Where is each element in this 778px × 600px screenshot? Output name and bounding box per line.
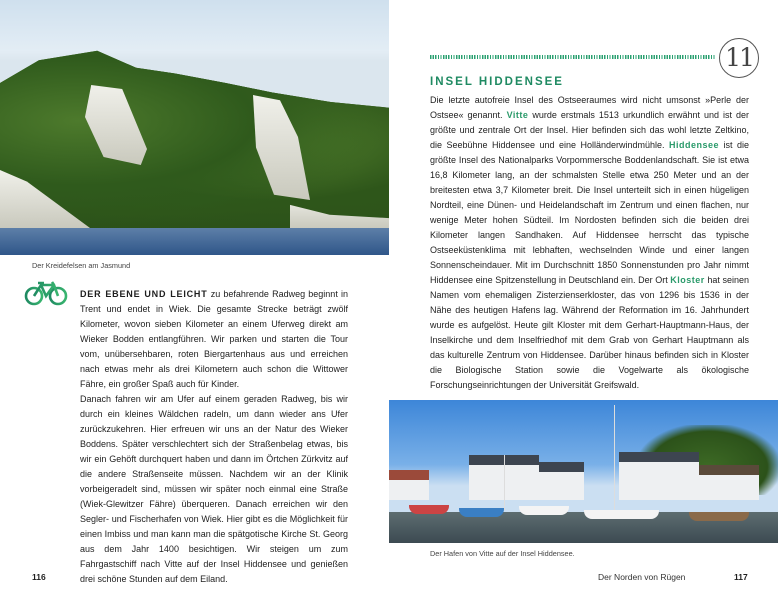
chalk-cliffs-photo xyxy=(0,0,389,255)
body-text xyxy=(80,287,348,587)
paragraph-text: wurde erstmals 1513 urkundlich erwähnt und ist der größte und zentrale Ort der Insel. Hier befinden sich das wohl letzte Zeltkino, die Seebühne Hiddensee und eine Holländerwindmühle. xyxy=(430,110,750,150)
paragraph xyxy=(430,93,749,393)
right-page xyxy=(389,0,778,600)
paragraph-text: Danach fahren wir am Ufer auf einem geraden Radweg, bis wir durch ein kleines Wäldchen radeln, um dann wieder ans Ufer zurückzukehren. Hier erfreuen wir uns an der Natur des Wieker Boddens. Später verschlechtert sich der Straßenbelag etwas, bis wir ein Gehöft durchquert haben und dann im Örtchen Zürkvitz auf die andere Straßenseite müssen. Nachdem wir an der Klinik vorbeigeradelt sind, müssen wir später noch einmal eine Straße (Wiek-Glewitzer Fähre) überqueren. Danach erreichen wir den Segler- und Fischerhafen von Wiek. Hier gibt es die Möglichkeit für einen Imbiss und man kann man die spätgotische Kirche St. Georg aus dem Jahr 1400 besichtigen. Wir steigen um zum Fahrgastschiff nach Vitte auf der Insel Hiddensee und genießen drei schöne Stunden auf dem Eiland. xyxy=(80,394,348,584)
section-heading: INSEL HIDDENSEE xyxy=(430,76,564,88)
page-number: 116 xyxy=(32,572,46,582)
dotted-divider xyxy=(430,55,715,59)
paragraph-text: zu befahrende Radweg beginnt in Trent und endet in Wiek. Die gesamte Strecke beträgt zwölf Kilometer, wovon sieben Kilometer an einem Uferweg direkt am Wieker Bodden entlangführen. Wir parken und starten die Tour vom, unübersehbaren, roten Biergartenhaus aus und erreichen nach etwas mehr als drei Kilometern auch schon die Wittower Fähre, ein großer Spaß auch für Kinder. xyxy=(80,289,348,389)
paragraph-text: ist die größte Insel des Nationalparks Vorpommersche Boddenlandschaft. Sie ist etwa 16,8 Kilometer lang, an der schmalsten Stelle etwa 250 Meter und an der breitesten etwa 3,7 Kilometer breit. Die Insel unterteilt sich in einen hügeligen Nordteil, eine Dünen- und Heidelandschaft im Zentrum und einen flachen, nur wenige Meter hohen Südteil. Im Nordosten befinden sich die beiden drei Kilometer langen Sandhaken. Auf Hiddensee herrscht das typische Ostseeküstenklima mit lebhaften, wechselnden Winde und einer langen Sonnenscheindauer. Mit im Durchschnitt 1850 Sonnenstunden pro Jahr nimmt Hiddensee eine Spitzenstellung in Deutschland ein. Der Ort xyxy=(430,140,749,285)
page-number: 117 xyxy=(734,572,748,582)
body-text xyxy=(430,93,749,393)
running-header: Der Norden von Rügen xyxy=(598,572,686,582)
harbour-vitte-photo xyxy=(389,400,778,543)
paragraph-text: hat seinen Namen vom ehemaligen Zisterzienserkloster, das von 1296 bis 1536 in der Nähe des heutigen Hafens lag. Während der Reformation im 16. Jahrhundert wurde es aufgelöst. Heute gilt Kloster mit dem Gerhart-Hauptmann-Haus, der Inselkirche und dem Inselfriedhof mit dem Grab von Gerhart Hauptmann als das kulturelle Zentrum von Hiddensee. Darüber hinaus befinden sich in Kloster die Biologische Station sowie die Vogelwarte als ökologische Forschungseinrichtungen der Universität Greifswald. xyxy=(430,275,749,390)
place-highlight: Kloster xyxy=(670,275,705,285)
photo-caption: Der Hafen von Vitte auf der Insel Hiddensee. xyxy=(430,549,575,558)
place-highlight: Hiddensee xyxy=(669,140,720,150)
photo-caption: Der Kreidefelsen am Jasmund xyxy=(32,261,131,270)
bicycle-icon xyxy=(24,280,68,306)
paragraph-text: Die letzte autofreie Insel des Ostseeraumes wird nicht umsonst »Perle der Ostsee« genannt. xyxy=(430,95,749,120)
paragraph xyxy=(80,287,348,392)
paragraph xyxy=(80,392,348,587)
chapter-number-badge: 11 xyxy=(719,38,759,78)
lead-in: DER EBENE UND LEICHT xyxy=(80,289,208,299)
place-highlight: Vitte xyxy=(506,110,529,120)
